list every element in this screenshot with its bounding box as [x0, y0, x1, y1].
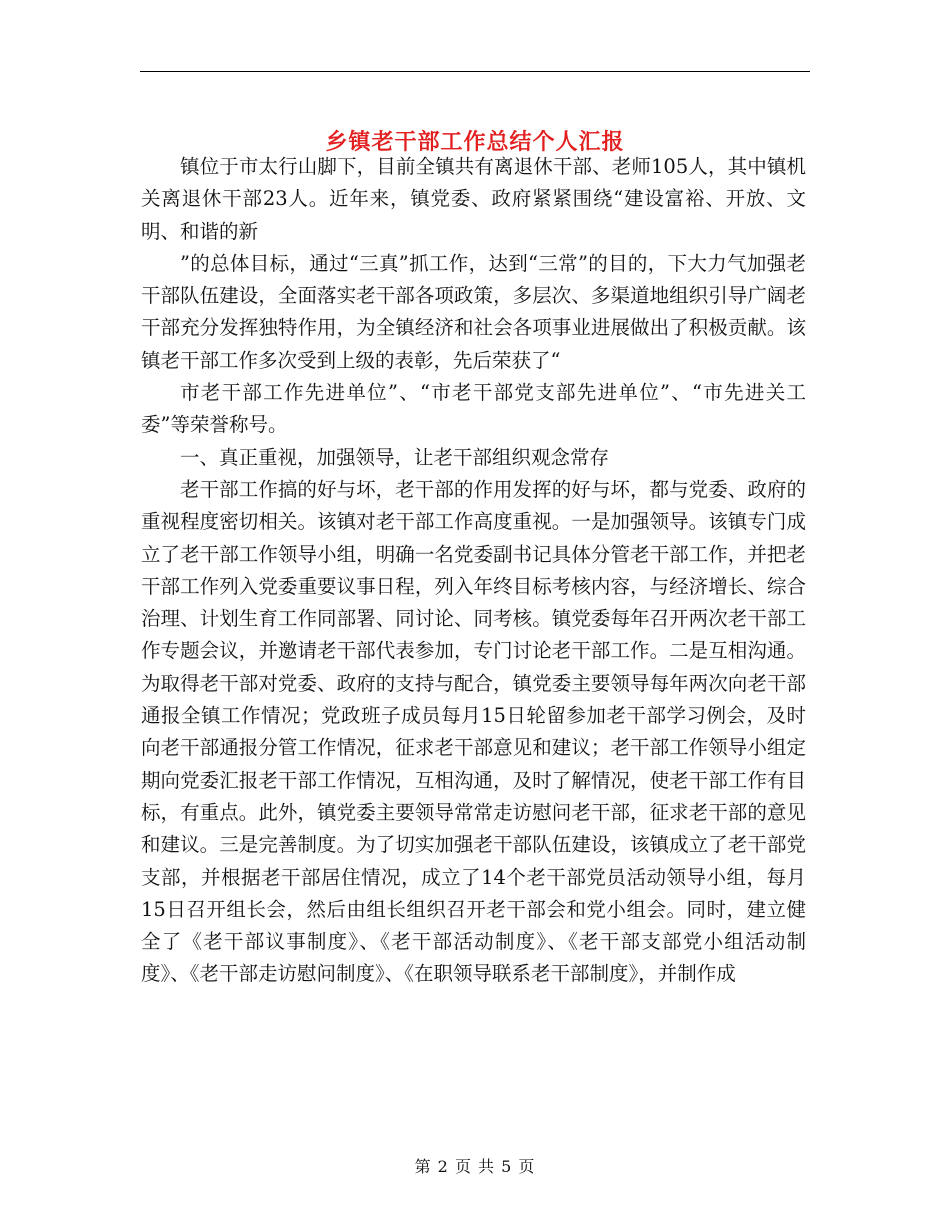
paragraph-honors: 市老干部工作先进单位”、“市老干部党支部先进单位”、“市先进关工委”等荣誉称号。	[141, 381, 806, 437]
section-heading-1: 一、真正重视，加强领导，让老干部组织观念常存	[180, 445, 610, 469]
paragraph-section-1: 老干部工作搞的好与坏，老干部的作用发挥的好与坏，都与党委、政府的重视程度密切相关。该镇对老干部工作高度重视。一是加强领导。该镇专门成立了老干部工作领导小组，明确一名党委副书记具体分管老干部工作，并把老干部工作列入党委重要议事日程，列入年终目标考核内容，与经济增长、综合治理、计划生育工作同部署、同讨论、同考核。镇党委每年召开两次老干部工作专题会议，并邀请老干部代表参加，专门讨论老干部工作。二是互相沟通。为取得老干部对党委、政府的支持与配合，镇党委主要领导每年两次向老干部通报全镇工作情况；党政班子成员每月15日轮留参加老干部学习例会，及时向老干部通报分管工作情况，征求老干部意见和建议；老干部工作领导小组定期向党委汇报老干部工作情况，互相沟通，及时了解情况，使老干部工作有目标，有重点。此外，镇党委主要领导常常走访慰问老干部，征求老干部的意见和建议。三是完善制度。为了切实加强老干部队伍建设，该镇成立了老干部党支部，并根据老干部居住情况，成立了14个老干部党员活动领导小组，每月15日召开组长会，然后由组长组织召开老干部会和党小组会。同时，建立健全了《老干部议事制度》、《老干部活动制度》、《老干部支部党小组活动制度》、《老干部走访慰问制度》、《在职领导联系老干部制度》，并制作成	[141, 477, 806, 986]
header-rule	[140, 71, 810, 72]
document-body	[141, 151, 806, 991]
paragraph-intro: 镇位于市太行山脚下，目前全镇共有离退休干部、老师105人，其中镇机关离退休干部23人。近年来，镇党委、政府紧紧围绕“建设富裕、开放、文明、和谐的新	[141, 155, 806, 243]
document-title: 乡镇老干部工作总结个人汇报	[325, 128, 625, 155]
page-number: 第 2 页 共 5 页	[414, 1157, 536, 1176]
paragraph-goals: ”的总体目标，通过“三真”抓工作，达到“三常”的目的，下大力气加强老干部队伍建设，全面落实老干部各项政策，多层次、多渠道地组织引导广阔老干部充分发挥独特作用，为全镇经济和社会各项事业进展做出了积极贡献。该镇老干部工作多次受到上级的表彰，先后荣获了“	[141, 251, 806, 372]
